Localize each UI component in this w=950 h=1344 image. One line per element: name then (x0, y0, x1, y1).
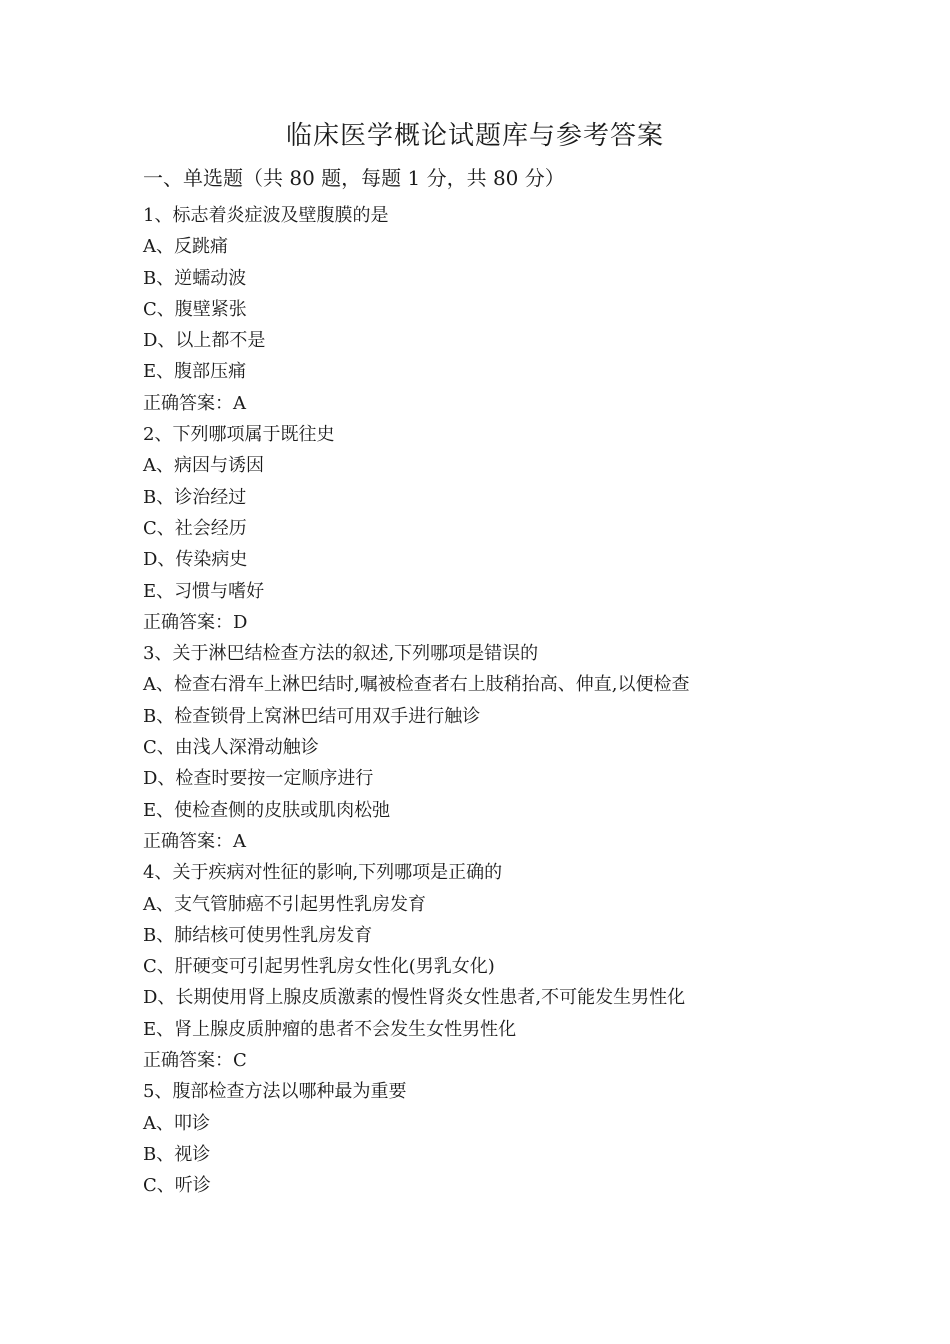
document-title: 临床医学概论试题库与参考答案 (285, 121, 664, 151)
option-c: C、社会经历 (143, 517, 247, 539)
option-b: B、诊治经过 (143, 486, 247, 508)
answer-line: 正确答案：D (143, 611, 248, 633)
answer-line: 正确答案：A (143, 830, 246, 852)
answer-line: 正确答案：A (143, 392, 246, 414)
option-a: A、检查右滑车上淋巴结时,嘱被检查者右上肢稍抬高、伸直,以便检查 (143, 674, 690, 696)
option-b: B、检查锁骨上窝淋巴结可用双手进行触诊 (143, 705, 481, 727)
option-b: B、肺结核可使男性乳房发育 (143, 924, 373, 946)
option-a: A、支气管肺癌不引起男性乳房发育 (143, 893, 426, 915)
question-stem: 4、关于疾病对性征的影响,下列哪项是正确的 (143, 862, 503, 884)
question-stem: 2、下列哪项属于既往史 (143, 424, 335, 446)
question-stem: 1、标志着炎症波及壁腹膜的是 (143, 205, 389, 226)
option-b: B、视诊 (143, 1143, 211, 1165)
option-e: E、使检查侧的皮肤或肌肉松弛 (143, 799, 391, 821)
option-a: A、叩诊 (143, 1112, 210, 1134)
option-e: E、肾上腺皮质肿瘤的患者不会发生女性男性化 (143, 1018, 517, 1040)
question-3 (143, 638, 923, 857)
option-a: A、反跳痛 (143, 236, 228, 258)
option-c: C、由浅人深滑动触诊 (143, 737, 319, 759)
question-stem: 5、腹部检查方法以哪种最为重要 (143, 1081, 407, 1103)
option-e: E、习惯与嗜好 (143, 580, 265, 602)
option-b: B、逆蠕动波 (143, 267, 247, 289)
question-list (143, 200, 923, 1202)
question-4 (143, 857, 923, 1076)
option-c: C、腹壁紧张 (143, 298, 247, 320)
option-d: D、传染病史 (143, 549, 248, 571)
question-stem: 3、关于淋巴结检查方法的叙述,下列哪项是错误的 (143, 643, 539, 665)
option-c: C、听诊 (143, 1175, 211, 1197)
option-d: D、以上都不是 (143, 330, 266, 352)
option-a: A、病因与诱因 (143, 455, 264, 477)
question-5 (143, 1076, 923, 1201)
option-e: E、腹部压痛 (143, 361, 247, 383)
question-2 (143, 419, 923, 638)
option-c: C、肝硬变可引起男性乳房女性化(男乳女化) (143, 956, 495, 978)
section-heading: 一、单选题（共 80 题，每题 1 分，共 80 分） (143, 166, 565, 190)
option-d: D、检查时要按一定顺序进行 (143, 768, 374, 790)
answer-line: 正确答案：C (143, 1050, 247, 1072)
option-d: D、长期使用肾上腺皮质激素的慢性肾炎女性患者,不可能发生男性化 (143, 987, 686, 1009)
question-1 (143, 200, 923, 419)
